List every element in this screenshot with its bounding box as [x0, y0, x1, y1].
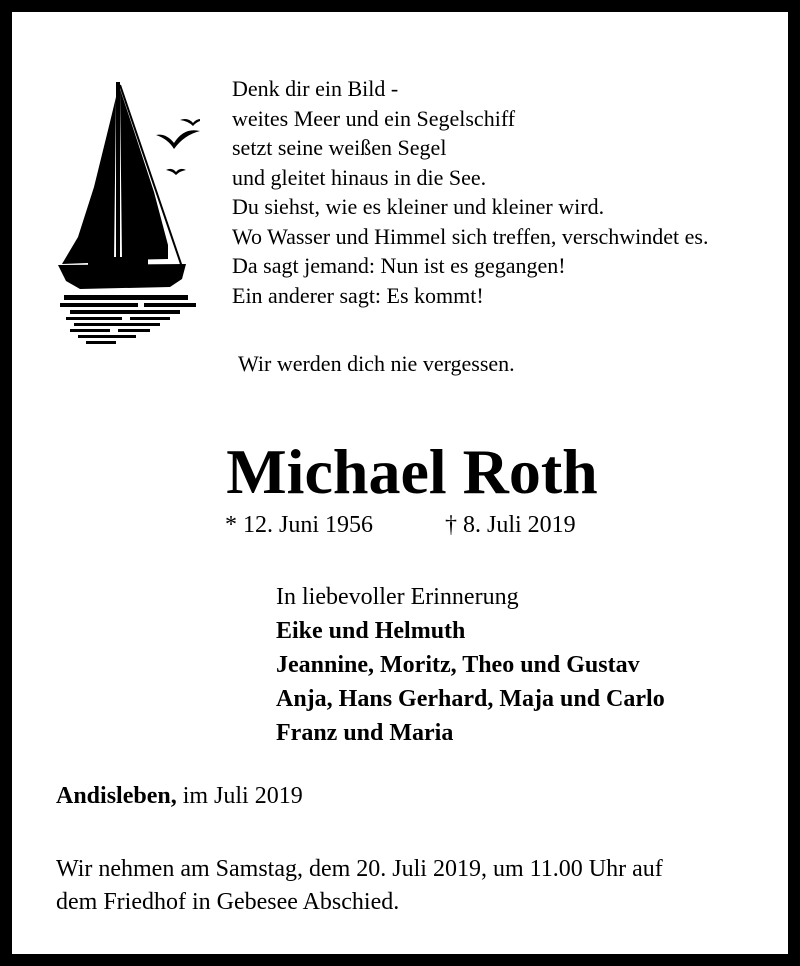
funeral-line: dem Friedhof in Gebesee Abschied. [56, 889, 400, 915]
poem-line: Wo Wasser und Himmel sich treffen, verschwindet es. [232, 223, 709, 249]
mourner-line: Anja, Hans Gerhard, Maja und Carlo [276, 686, 665, 712]
closing-line: Wir werden dich nie vergessen. [238, 351, 515, 376]
poem-line: Ein anderer sagt: Es kommt! [232, 282, 484, 308]
place-date-line [56, 783, 303, 810]
poem-line: Denk dir ein Bild - [232, 76, 399, 101]
poem-line: Da sagt jemand: Nun ist es gegangen! [232, 253, 566, 278]
birth-date: * 12. Juni 1956 [225, 512, 374, 538]
mourners-intro: In liebevoller Erinnerung [276, 584, 519, 610]
place-date: im Juli 2019 [176, 783, 303, 809]
funeral-notice [56, 853, 776, 919]
mourners-block [276, 580, 665, 750]
mourner-line: Franz und Maria [276, 720, 454, 746]
funeral-line: Wir nehmen am Samstag, dem 20. Juli 2019, um 11.00 Uhr auf [56, 856, 663, 882]
death-date: † 8. Juli 2019 [445, 512, 576, 538]
poem-line: und gleitet hinaus in die See. [232, 164, 487, 190]
deceased-name: Michael Roth [226, 436, 598, 507]
sailboat-icon [50, 77, 200, 352]
poem [232, 74, 708, 310]
place-town: Andisleben, [56, 783, 177, 809]
poem-line: Du siehst, wie es kleiner und kleiner wird. [232, 194, 605, 219]
mourner-line: Jeannine, Moritz, Theo und Gustav [276, 652, 640, 678]
poem-line: setzt seine weißen Segel [232, 135, 447, 160]
poem-line: weites Meer und ein Segelschiff [232, 105, 516, 131]
mourner-line: Eike und Helmuth [276, 618, 466, 644]
